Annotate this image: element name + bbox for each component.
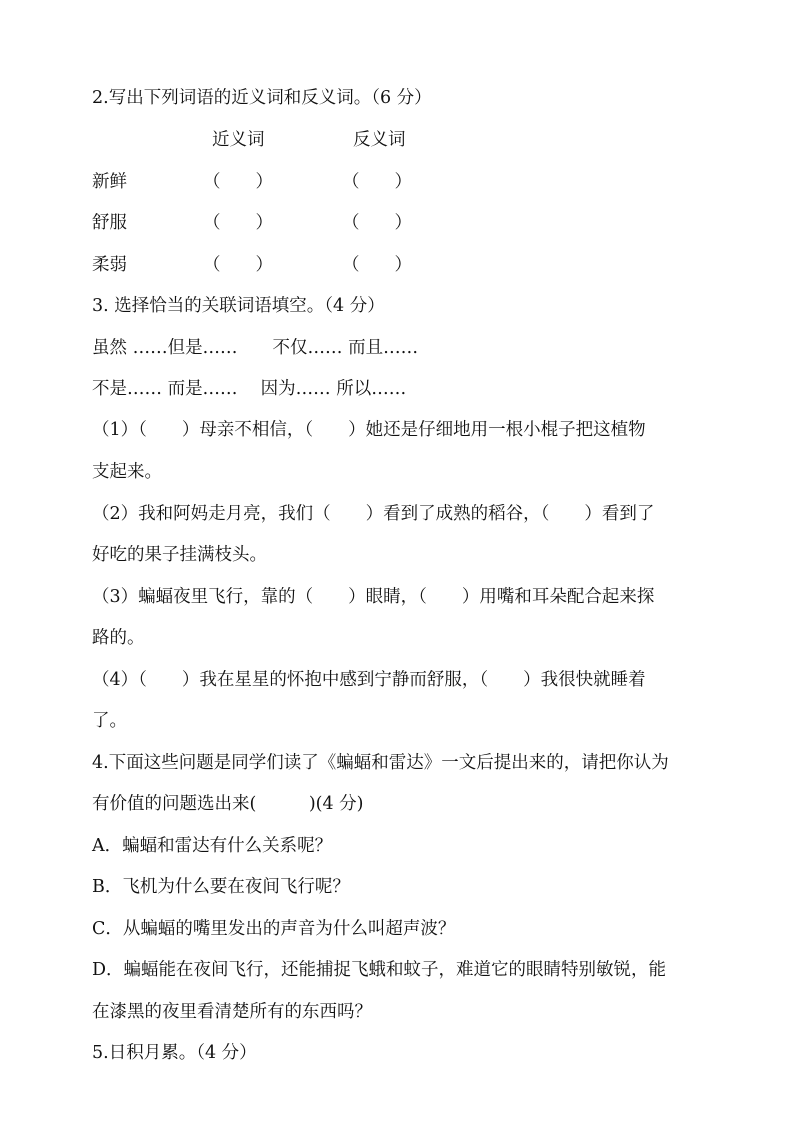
q2-title: 2.写出下列词语的近义词和反义词。（6 分）: [92, 88, 432, 108]
q2-word: 舒服: [92, 213, 127, 233]
q3-item-line: （1）（ ）母亲不相信，（ ）她还是仔细地用一根小棍子把这植物: [92, 420, 646, 440]
q4-title-line: 4.下面这些问题是同学们读了《蝙蝠和雷达》一文后提出来的，请把你认为: [92, 753, 669, 773]
q2-synonym-blank[interactable]: （ ）: [203, 213, 273, 233]
q2-synonym-blank[interactable]: （ ）: [203, 255, 273, 275]
q3-options-line: 不是…… 而是…… 因为…… 所以……: [92, 379, 407, 399]
q3-title: 3. 选择恰当的关联词语填空。（4 分）: [92, 296, 385, 316]
q2-antonym-blank[interactable]: （ ）: [342, 255, 412, 275]
q2-synonym-blank[interactable]: （ ）: [203, 172, 273, 192]
q3-item-line: （4）（ ）我在星星的怀抱中感到宁静而舒服，（ ）我很快就睡着: [92, 670, 646, 690]
q4-option-a: A．蝙蝠和雷达有什么关系呢？: [92, 836, 333, 856]
q3-item-line: 支起来。: [92, 462, 162, 482]
q3-item-line: 了。: [92, 711, 127, 731]
q3-item-line: 好吃的果子挂满枝头。: [92, 545, 267, 565]
q5-title: 5.日积月累。（4 分）: [92, 1043, 257, 1063]
q2-word: 新鲜: [92, 172, 127, 192]
q4-title-line: 有价值的问题选出来( )(4 分): [92, 794, 364, 814]
q3-item-line: 路的。: [92, 628, 145, 648]
q2-header-synonym: 近义词: [212, 130, 265, 150]
q2-header-antonym: 反义词: [353, 130, 406, 150]
q3-item-line: （2）我和阿妈走月亮，我们（ ）看到了成熟的稻谷，（ ）看到了: [92, 504, 655, 524]
q2-antonym-blank[interactable]: （ ）: [342, 213, 412, 233]
q2-word: 柔弱: [92, 255, 127, 275]
q4-option-d-line: D．蝙蝠能在夜间飞行，还能捕捉飞蛾和蚊子，难道它的眼睛特别敏锐，能: [92, 960, 667, 980]
q4-option-b: B．飞机为什么要在夜间飞行呢？: [92, 877, 350, 897]
q3-options-line: 虽然 ……但是…… 不仅…… 而且……: [92, 338, 419, 358]
q2-antonym-blank[interactable]: （ ）: [342, 172, 412, 192]
q3-item-line: （3）蝙蝠夜里飞行，靠的（ ）眼睛，（ ）用嘴和耳朵配合起来探: [92, 587, 655, 607]
q4-option-c: C．从蝙蝠的嘴里发出的声音为什么叫超声波？: [92, 919, 456, 939]
q4-option-d-line: 在漆黑的夜里看清楚所有的东西吗？: [92, 1002, 372, 1022]
